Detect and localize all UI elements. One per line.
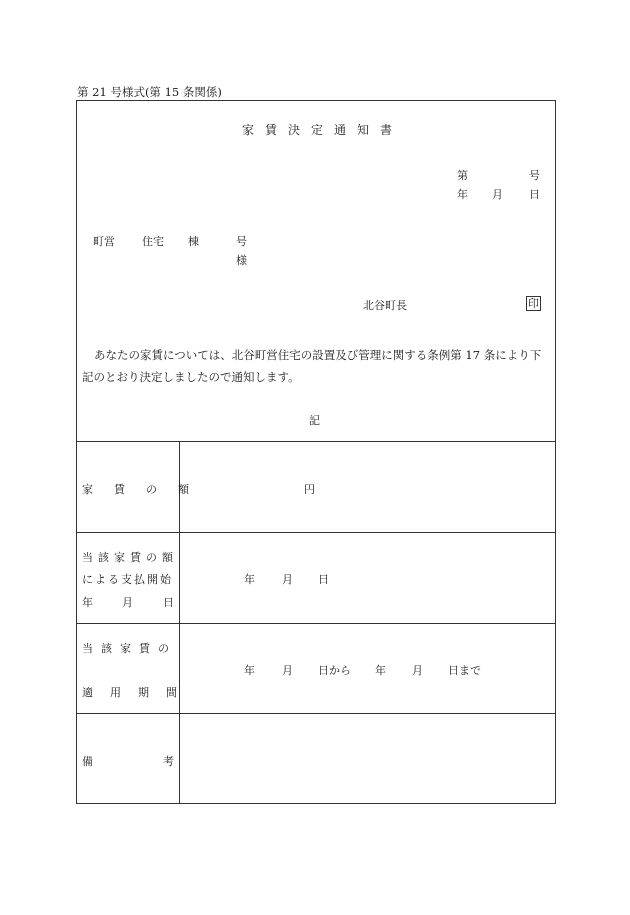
doc-number-prefix: 第	[457, 169, 468, 182]
table-divider	[76, 441, 556, 442]
start-label-month: 月	[122, 596, 133, 609]
issuer-name: 北谷町長	[363, 299, 407, 312]
start-label-line2: による支払開始	[82, 573, 173, 586]
start-value-year: 年	[244, 573, 255, 586]
start-value-day: 日	[318, 573, 329, 586]
ki-heading: 記	[309, 414, 320, 427]
seal-stamp	[526, 296, 541, 311]
document-title: 家賃決定通知書	[242, 123, 404, 137]
period-value-month1: 月	[282, 664, 293, 677]
start-label-day: 日	[163, 596, 174, 609]
table-divider	[76, 713, 556, 714]
date-year: 年	[457, 188, 468, 201]
date-day: 日	[529, 188, 540, 201]
rent-amount-label: 家賃の額	[82, 483, 210, 496]
addressee-town: 町営	[93, 235, 115, 248]
period-value-month2: 月	[412, 664, 423, 677]
table-divider	[76, 623, 556, 624]
rent-amount-unit: 円	[304, 483, 315, 496]
period-value-day1: 日から	[318, 664, 351, 677]
remarks-label-start: 備	[82, 755, 93, 768]
addressee-number: 号	[236, 235, 247, 248]
period-label-line1: 当該家賃の	[82, 642, 177, 655]
doc-number-suffix: 号	[529, 169, 540, 182]
period-value-year2: 年	[375, 664, 386, 677]
start-label-line1: 当該家賃の額	[82, 551, 178, 564]
addressee-honorific: 様	[236, 254, 247, 267]
addressee-housing: 住宅	[142, 235, 164, 248]
period-label-line2: 適用期間	[82, 686, 194, 699]
notice-body-text: あなたの家賃については、北谷町営住宅の設置及び管理に関する条例第 17 条により下記のとおり決定しましたので通知します。	[82, 348, 542, 384]
start-label-year: 年	[82, 596, 93, 609]
start-value-month: 月	[282, 573, 293, 586]
date-month: 月	[492, 188, 503, 201]
form-number-label: 第 21 号様式(第 15 条関係)	[77, 85, 222, 99]
period-value-day2: 日まで	[448, 664, 481, 677]
table-divider	[76, 532, 556, 533]
period-value-year1: 年	[244, 664, 255, 677]
addressee-building: 棟	[188, 235, 199, 248]
remarks-label-end: 考	[163, 755, 174, 768]
seal-stamp-label: 印	[528, 297, 539, 310]
